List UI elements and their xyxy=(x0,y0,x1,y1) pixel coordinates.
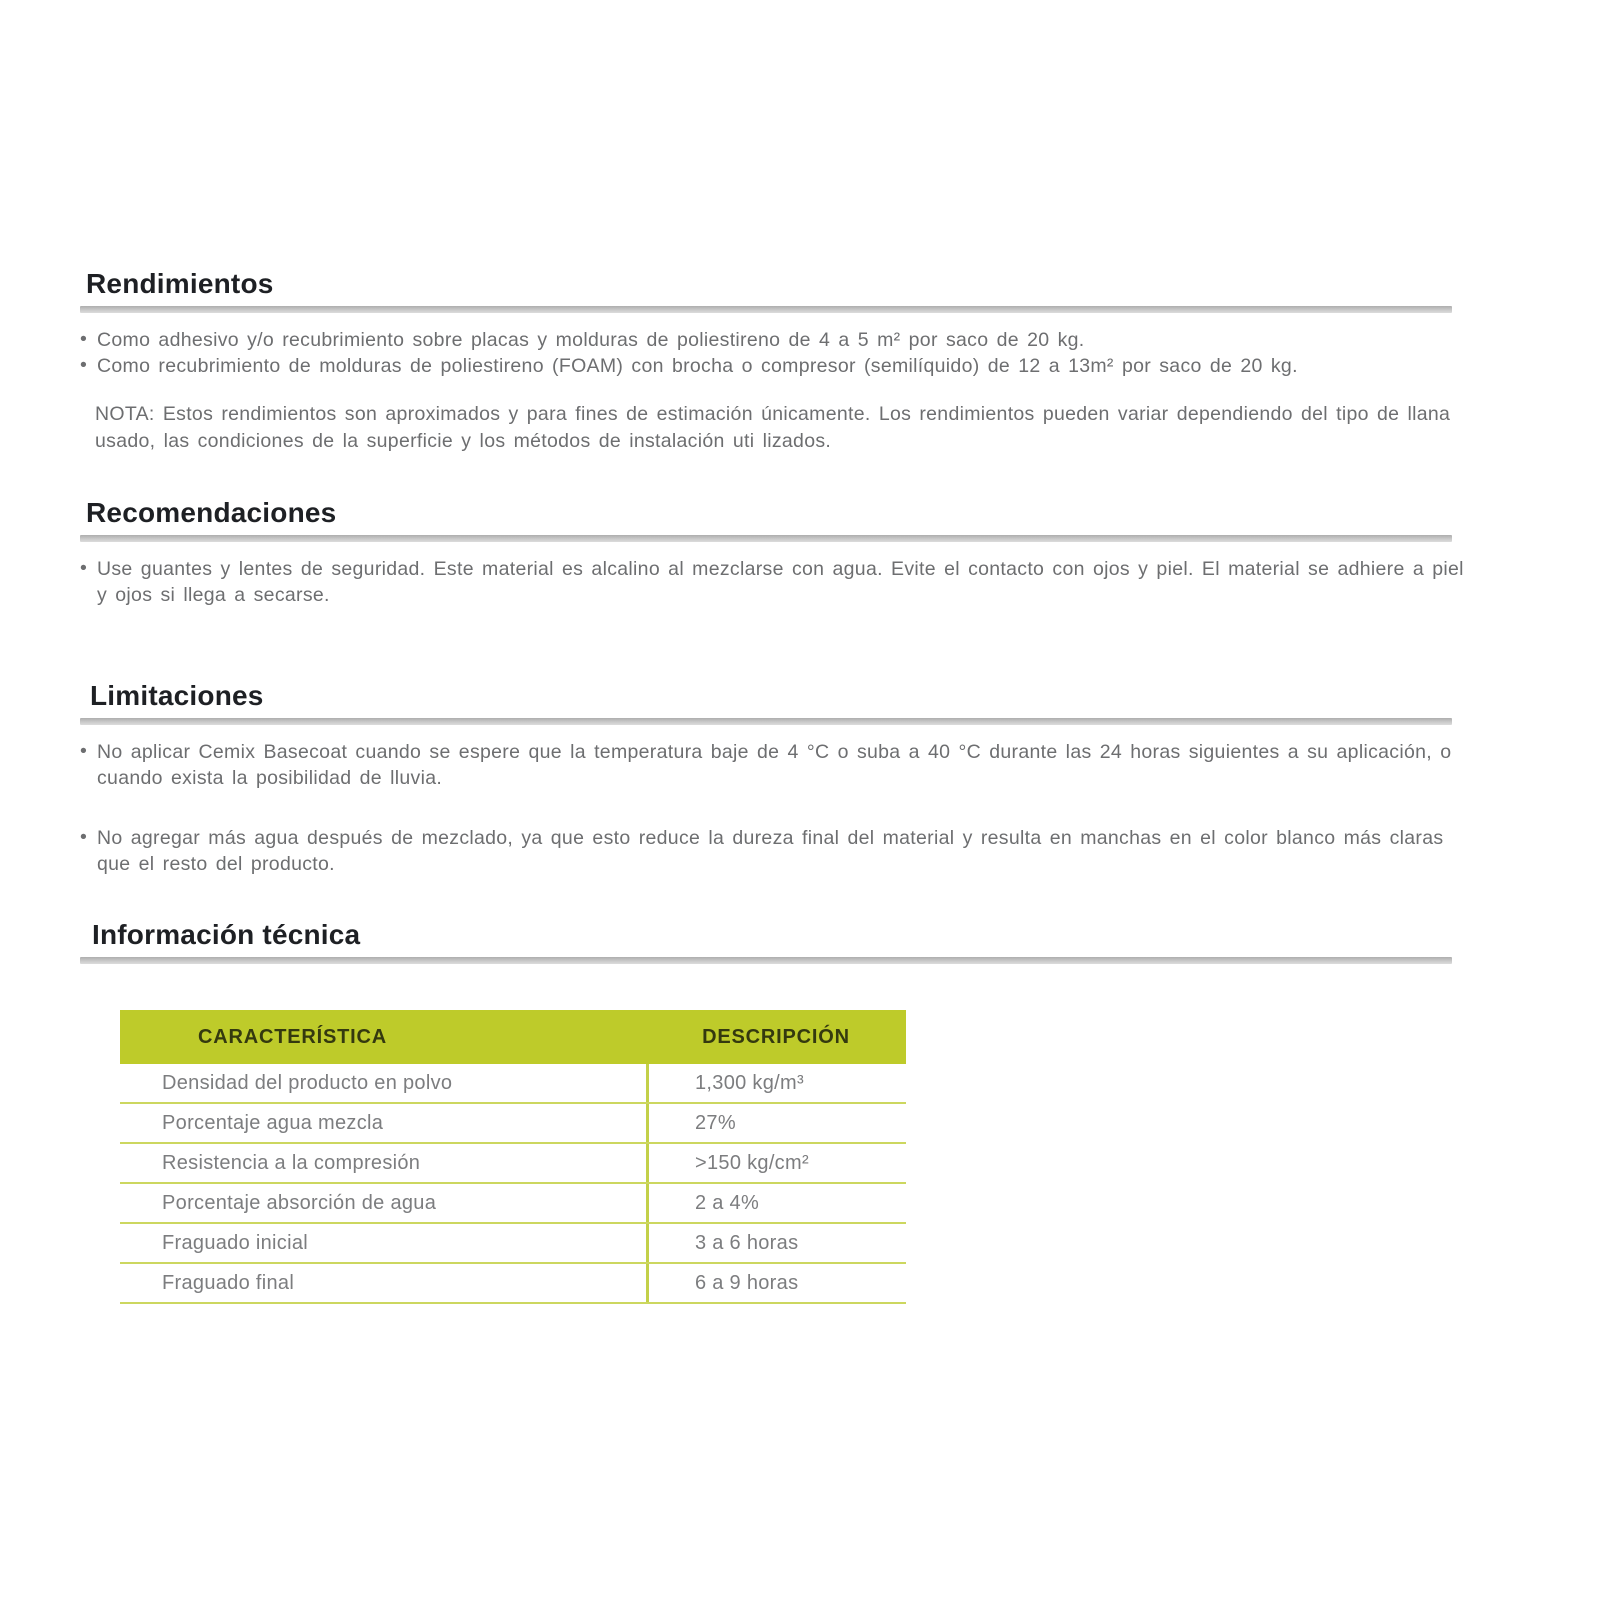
section-title-informacion-tecnica: Información técnica xyxy=(92,919,361,950)
bullet-dot: • xyxy=(80,826,88,848)
bullet-item xyxy=(80,327,1476,353)
table-row xyxy=(120,1184,906,1224)
table-row xyxy=(120,1264,906,1304)
section-title-limitaciones: Limitaciones xyxy=(90,680,264,711)
bullet-dot: • xyxy=(80,740,88,762)
bullet-text: Use guantes y lentes de seguridad. Este material es alcalino al mezclarse con agua. Evite el contacto con ojos y piel. El material se adhiere a piel y ojos si llega a secarse. xyxy=(97,558,1464,606)
table-cell-characteristic: Fraguado inicial xyxy=(162,1231,308,1254)
table-cell-description: 6 a 9 horas xyxy=(646,1264,906,1302)
table-cell-description: 3 a 6 horas xyxy=(646,1224,906,1262)
section-title-recomendaciones: Recomendaciones xyxy=(86,497,337,528)
table-cell-description: 1,300 kg/m³ xyxy=(646,1064,906,1102)
bullet-dot: • xyxy=(80,328,88,350)
table-cell-characteristic: Porcentaje absorción de agua xyxy=(162,1191,437,1214)
bullet-text: Como recubrimiento de molduras de poliestireno (FOAM) con brocha o compresor (semilíquido) de 12 a 13m² por saco de 20 kg. xyxy=(97,355,1298,377)
table-header-row xyxy=(120,1010,906,1064)
recomendaciones-bullet-list xyxy=(80,556,1476,608)
table-cell-description: 2 a 4% xyxy=(646,1184,906,1222)
technical-data-table xyxy=(120,1010,906,1304)
bullet-text: No agregar más agua después de mezclado, ya que esto reduce la dureza final del material y resulta en manchas en el color blanco más claras que el resto del producto. xyxy=(97,827,1444,875)
table-row xyxy=(120,1144,906,1184)
bullet-text: Como adhesivo y/o recubrimiento sobre placas y molduras de poliestireno de 4 a 5 m² por saco de 20 kg. xyxy=(97,329,1085,351)
section-title-rendimientos: Rendimientos xyxy=(86,268,274,299)
table-row xyxy=(120,1064,906,1104)
bullet-dot: • xyxy=(80,557,88,579)
section-limitaciones xyxy=(80,680,1476,877)
limitaciones-bullet-list xyxy=(80,739,1476,877)
bullet-item xyxy=(80,825,1476,877)
section-recomendaciones xyxy=(80,497,1476,608)
table-header-cell-descripcion: DESCRIPCIÓN xyxy=(702,1025,850,1048)
note-text: NOTA: Estos rendimientos son aproximados y para fines de estimación únicamente. Los rendimientos pueden variar dependiendo del tipo de llana usado, las condiciones de la superficie y los métodos de instalación uti lizados. xyxy=(95,403,1451,452)
section-divider xyxy=(80,718,1452,725)
bullet-dot: • xyxy=(80,354,88,376)
table-row xyxy=(120,1104,906,1144)
table-cell-characteristic: Densidad del producto en polvo xyxy=(162,1071,453,1094)
section-divider xyxy=(80,306,1452,313)
rendimientos-bullet-list xyxy=(80,327,1476,379)
section-rendimientos xyxy=(80,268,1476,455)
bullet-item xyxy=(80,739,1476,791)
table-row xyxy=(120,1224,906,1264)
bullet-item xyxy=(80,556,1476,608)
section-divider xyxy=(80,957,1452,964)
section-informacion-tecnica xyxy=(80,919,1476,1304)
table-header-cell-caracteristica: CARACTERÍSTICA xyxy=(198,1025,387,1048)
table-cell-characteristic: Porcentaje agua mezcla xyxy=(162,1111,384,1134)
table-cell-description: >150 kg/cm² xyxy=(646,1144,906,1182)
table-cell-characteristic: Fraguado final xyxy=(162,1271,295,1294)
section-divider xyxy=(80,535,1452,542)
table-cell-description: 27% xyxy=(646,1104,906,1142)
table-cell-characteristic: Resistencia a la compresión xyxy=(162,1151,421,1174)
bullet-item xyxy=(80,353,1476,379)
document-page xyxy=(80,268,1476,1304)
bullet-text: No aplicar Cemix Basecoat cuando se espere que la temperatura baje de 4 °C o suba a 40 °C durante las 24 horas siguientes a su aplicación, o cuando exista la posibilidad de lluvia. xyxy=(97,741,1452,789)
